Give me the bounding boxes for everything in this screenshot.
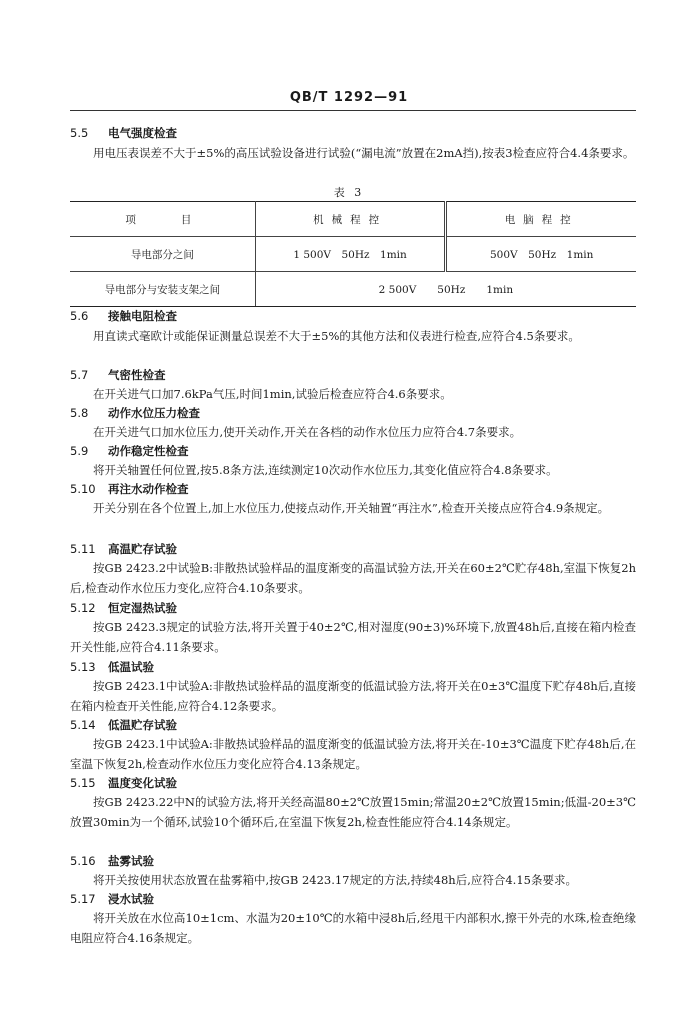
table-cell: 导电部分与安装支架之间	[70, 272, 255, 307]
section-heading	[70, 404, 636, 422]
section-number: 5.11	[70, 542, 96, 556]
section-paragraph: 开关分别在各个位置上,加上水位压力,使接点动作,开关轴置“再注水”,检查开关接点应符合4.9条规定。	[93, 501, 610, 515]
section-number: 5.14	[70, 718, 96, 732]
section-heading	[70, 890, 636, 908]
section-title: 再注水动作检查	[108, 482, 189, 496]
section-title: 接触电阻检查	[108, 309, 177, 323]
section-title: 动作稳定性检查	[108, 444, 189, 458]
section-title: 温度变化试验	[108, 776, 177, 790]
section-heading	[70, 599, 636, 617]
table-header-row	[70, 202, 636, 237]
section-heading	[70, 480, 636, 498]
section-number: 5.13	[70, 660, 96, 674]
section-title: 盐雾试验	[108, 854, 154, 868]
section-number: 5.15	[70, 776, 96, 790]
section-paragraph: 按GB 2423.3规定的试验方法,将开关置于40±2℃,相对湿度(90±3)%环境下,放置48h后,直接在箱内检查开关性能,应符合4.11条要求。	[70, 620, 636, 654]
section-paragraph: 将开关放在水位高10±1cm、水温为20±10℃的水箱中浸8h后,经甩干内部积水,擦干外壳的水珠,检查绝缘电阻应符合4.16条规定。	[70, 911, 636, 945]
section-heading	[70, 124, 636, 142]
section-paragraph: 将开关轴置任何位置,按5.8条方法,连续测定10次动作水位压力,其变化值应符合4.8条要求。	[93, 463, 558, 477]
table-header-cell: 项 目	[70, 202, 255, 237]
section-title: 恒定湿热试验	[108, 601, 177, 615]
section-paragraph: 在开关进气口加水位压力,使开关动作,开关在各档的动作水位压力应符合4.7条要求。	[93, 425, 522, 439]
section-heading	[70, 540, 636, 558]
table-cell: 500V 50Hz 1min	[446, 237, 636, 272]
section-number: 5.7	[70, 368, 89, 382]
table-3	[70, 201, 636, 307]
section-number: 5.8	[70, 406, 89, 420]
table-row	[70, 272, 636, 307]
section-title: 低温贮存试验	[108, 718, 177, 732]
section-title: 低温试验	[108, 660, 154, 674]
section-heading	[70, 852, 636, 870]
section-title: 气密性检查	[108, 368, 166, 382]
section-number: 5.17	[70, 892, 96, 906]
table-row	[70, 237, 636, 272]
section-title: 电气强度检查	[108, 126, 177, 140]
section-heading	[70, 716, 636, 734]
table-cell: 2 500V 50Hz 1min	[255, 272, 636, 307]
table-cell: 导电部分之间	[70, 237, 255, 272]
section-title: 动作水位压力检查	[108, 406, 200, 420]
section-title: 高温贮存试验	[108, 542, 177, 556]
section-paragraph: 在开关进气口加7.6kPa气压,时间1min,试验后检查应符合4.6条要求。	[93, 387, 452, 401]
section-number: 5.9	[70, 444, 89, 458]
section-paragraph: 将开关按使用状态放置在盐雾箱中,按GB 2423.17规定的方法,持续48h后,应符合4.15条要求。	[93, 873, 577, 887]
section-paragraph: 用电压表误差不大于±5%的高压试验设备进行试验(“漏电流”放置在2mA挡),按表3检查应符合4.4条要求。	[93, 146, 635, 160]
section-number: 5.10	[70, 482, 96, 496]
table-header-cell: 机械程控	[255, 202, 446, 237]
page-header: QB/T 1292—91	[289, 90, 409, 105]
section-number: 5.12	[70, 601, 96, 615]
section-number: 5.16	[70, 854, 96, 868]
table-header-cell: 电脑程控	[446, 202, 636, 237]
table-cell: 1 500V 50Hz 1min	[255, 237, 446, 272]
section-title: 浸水试验	[108, 892, 154, 906]
section-heading	[70, 307, 636, 325]
section-number: 5.5	[70, 126, 89, 140]
section-heading	[70, 658, 636, 676]
section-paragraph: 用直读式毫欧计或能保证测量总误差不大于±5%的其他方法和仪表进行检查,应符合4.5条要求。	[93, 329, 580, 343]
section-paragraph: 按GB 2423.1中试验A:非散热试验样品的温度渐变的低温试验方法,将开关在0±3℃温度下贮存48h后,直接在箱内检查开关性能,应符合4.12条要求。	[70, 679, 636, 713]
section-paragraph: 按GB 2423.22中N的试验方法,将开关经高温80±2℃放置15min;常温20±2℃放置15min;低温-20±3℃放置30min为一个循环,试验10个循环后,在室温下恢复2h,检查性能应符合4.14条规定。	[70, 795, 636, 829]
section-number: 5.6	[70, 309, 89, 323]
section-paragraph: 按GB 2423.1中试验A:非散热试验样品的温度渐变的低温试验方法,将开关在-10±3℃温度下贮存48h后,在室温下恢复2h,检查动作水位压力变化应符合4.13条规定。	[70, 737, 636, 771]
section-heading	[70, 366, 636, 384]
section-heading	[70, 774, 636, 792]
section-heading	[70, 442, 636, 460]
table-caption: 表 3	[333, 186, 365, 199]
section-paragraph: 按GB 2423.2中试验B:非散热试验样品的温度渐变的高温试验方法,开关在60±2℃贮存48h,室温下恢复2h后,检查动作水位压力变化,应符合4.10条要求。	[70, 561, 636, 595]
header-rule	[70, 110, 636, 111]
